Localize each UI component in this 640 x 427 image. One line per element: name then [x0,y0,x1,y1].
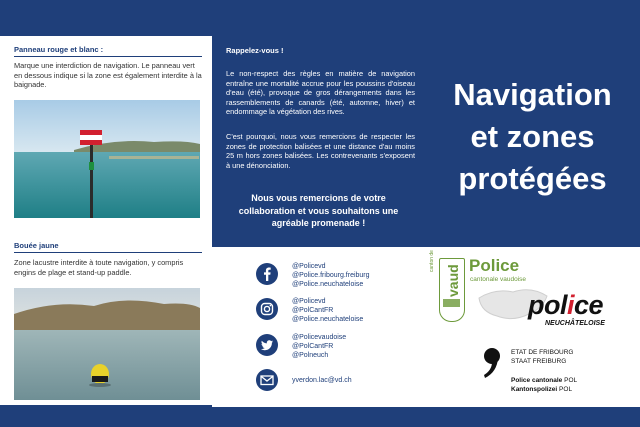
section-title-yellow-buoy: Bouée jaune [14,241,59,250]
title-line-3: protégées [458,161,607,196]
vaud-name: vaud [445,264,461,297]
divider [14,252,202,253]
section-text-yellow-buoy: Zone lacustre interdite à toute navigation, y compris engins de plage et stand-up paddle. [14,258,184,277]
section-title-red-white-sign: Panneau rouge et blanc : [14,45,104,54]
top-band [0,0,212,36]
brochure-title [435,74,630,200]
vaud-police-word: Police [469,256,520,275]
twitter-handles [292,333,346,360]
facebook-handle-fr[interactable]: @Police.fribourg.freiburg [292,272,370,279]
police-neuchatel-logo [528,290,603,321]
bottom-band [212,407,425,427]
reminder-paragraph-2: C'est pourquoi, nous vous remercions de respecter les zones de protection balisées et une distance d'au moins 25 m hors zones balisées. Les contrevenants s'exposent à une dénonciation. [226,132,415,170]
instagram-handle-ne[interactable]: @Police.neuchateloise [292,316,364,323]
facebook-icon[interactable] [256,263,278,285]
email-address[interactable]: yverdon.lac@vd.ch [292,377,352,384]
ne-logo-part-1: pol [528,290,567,320]
fribourg-police-names [511,377,577,394]
fribourg-police-fr: Police cantonale POL [511,377,578,384]
photo-sign-in-lake [14,100,200,218]
facebook-handles [292,262,370,289]
panel-right [425,0,640,427]
instagram-icon[interactable] [256,298,278,320]
fribourg-state-fr: ETAT DE FRIBOURG [511,349,574,356]
divider [14,56,202,57]
twitter-icon[interactable] [256,334,278,356]
bottom-band [425,407,640,427]
ne-logo-part-2: ce [574,290,604,320]
vaud-police-subtitle: cantonale vaudoise [470,276,527,283]
top-band [212,0,425,34]
fribourg-state-de: STAAT FREIBURG [511,357,567,365]
mail-icon[interactable] [256,369,278,391]
twitter-handle-vd[interactable]: @Policevaudoise [292,334,347,341]
instagram-handle-fr[interactable]: @PolCantFR [292,307,334,314]
reminder-heading: Rappelez-vous ! [226,46,284,55]
title-line-2: et zones [470,119,595,154]
panel-middle [212,0,425,427]
title-box [425,34,640,247]
twitter-handle-fr[interactable]: @PolCantFR [292,343,334,350]
reminder-paragraph-1: Le non-respect des règles en matière de navigation entraîne une mortalité accrue pour les poussins d'oiseau d'eau (été), provoque de gros dérangements dans les rassemblements de canards (été, automne, hiver) et endommage la végétation des rives. [226,69,415,117]
reminder-box [212,34,425,247]
ne-logo-red-i: i [567,290,575,320]
facebook-handle-vd[interactable]: @Policevd [292,263,326,270]
top-band [425,0,640,34]
ne-logo-subtitle: NEUCHÂTELOISE [545,320,605,327]
panel-left [0,0,212,427]
thanks-message: Nous vous remercions de votre collaboration et vous souhaitons une agréable promenade ! [238,193,399,228]
fribourg-state-names [511,349,573,366]
instagram-handle-vd[interactable]: @Policevd [292,298,326,305]
photo-yellow-buoy [14,288,200,400]
fribourg-comma-icon [481,346,503,380]
title-line-1: Navigation [453,77,612,112]
instagram-handles [292,297,363,324]
section-text-red-white-sign: Marque une interdiction de navigation. Le panneau vert en dessous indique si la zone est également interdite à la baignade. [14,61,202,90]
fribourg-police-de: Kantonspolizei POL [511,385,573,393]
bottom-band [0,405,212,427]
vaud-canton-label: canton de [429,250,435,272]
facebook-handle-ne[interactable]: @Police.neuchateloise [292,281,364,288]
twitter-handle-ne[interactable]: @Polneuch [292,352,329,359]
